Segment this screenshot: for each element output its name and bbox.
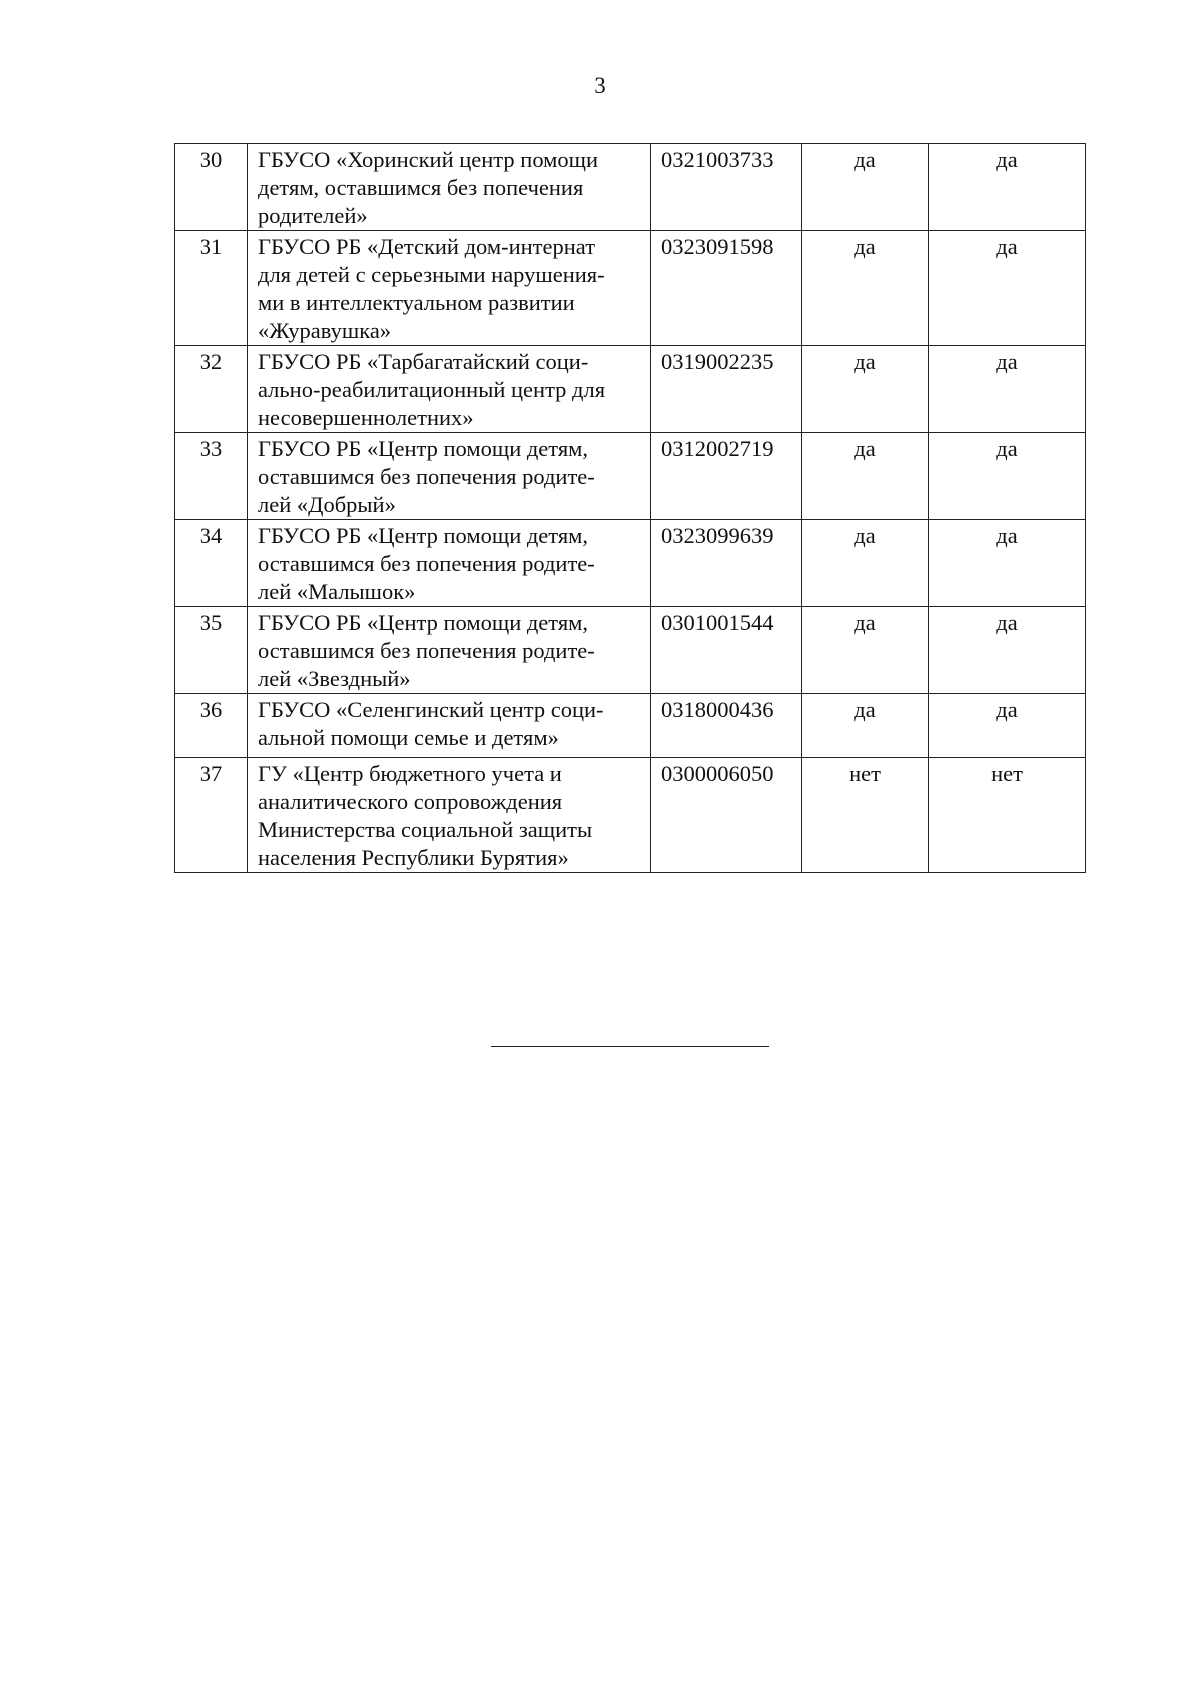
flag-column-b: да [929,433,1086,520]
institution-name [248,231,651,346]
institution-name-line: оставшимся без попечения родите- [258,464,595,489]
row-number: 31 [175,231,248,346]
flag-column-b: да [929,607,1086,694]
institution-name-line: Министерства социальной защиты [258,817,593,842]
institution-name [248,758,651,873]
institution-name-line: для детей с серьезными нарушения- [258,262,605,287]
institution-name-line: несовершеннолетних» [258,405,474,430]
institution-name [248,144,651,231]
institution-name-line: ГБУСО РБ «Центр помощи детям, [258,523,589,548]
flag-column-a: да [802,520,929,607]
flag-column-b: да [929,231,1086,346]
institution-name-line: лей «Звездный» [258,666,411,691]
institution-name-line: ГУ «Центр бюджетного учета и [258,761,562,786]
institution-name-line: ГБУСО РБ «Центр помощи детям, [258,610,589,635]
institution-name-line: ГБУСО «Селенгинский центр соци- [258,697,604,722]
row-number: 36 [175,694,248,758]
institution-name-line: оставшимся без попечения родите- [258,638,595,663]
row-number: 35 [175,607,248,694]
inn-code: 0318000436 [651,694,802,758]
inn-code: 0312002719 [651,433,802,520]
inn-code: 0323099639 [651,520,802,607]
institution-name-line: родителей» [258,203,368,228]
flag-column-b: да [929,346,1086,433]
institutions-table [174,143,1086,873]
institution-name-line: альной помощи семье и детям» [258,725,559,750]
institution-name-line: «Журавушка» [258,318,392,343]
institution-name-line: детям, оставшимся без попечения [258,175,584,200]
flag-column-a: да [802,346,929,433]
institution-name [248,694,651,758]
page-number: 3 [594,73,606,98]
flag-column-b: да [929,694,1086,758]
flag-column-a: да [802,694,929,758]
institution-name-line: ГБУСО РБ «Детский дом-интернат [258,234,596,259]
institution-name-line: ГБУСО «Хоринский центр помощи [258,147,599,172]
institution-name-line: ально-реабилитационный центр для [258,377,606,402]
institution-name-line: оставшимся без попечения родите- [258,551,595,576]
row-number: 33 [175,433,248,520]
institution-name [248,607,651,694]
institution-name-line: ГБУСО РБ «Центр помощи детям, [258,436,589,461]
row-number: 32 [175,346,248,433]
inn-code: 0300006050 [651,758,802,873]
table-row [175,346,1086,433]
inn-code: 0321003733 [651,144,802,231]
flag-column-a: да [802,433,929,520]
row-number: 34 [175,520,248,607]
table-row [175,144,1086,231]
flag-column-b: да [929,144,1086,231]
flag-column-b: да [929,520,1086,607]
inn-code: 0301001544 [651,607,802,694]
institution-name-line: населения Республики Бурятия» [258,845,569,870]
institution-name [248,433,651,520]
flag-column-a: да [802,231,929,346]
institution-name-line: лей «Добрый» [258,492,396,517]
institution-name-line: ГБУСО РБ «Тарбагатайский соци- [258,349,589,374]
flag-column-b: нет [929,758,1086,873]
institutions-table-body [175,144,1086,873]
table-row [175,694,1086,758]
institution-name-line: аналитического сопровождения [258,789,563,814]
table-row [175,607,1086,694]
table-row [175,231,1086,346]
table-row [175,433,1086,520]
row-number: 30 [175,144,248,231]
end-separator-line [491,1046,769,1047]
table-row [175,758,1086,873]
table-row [175,520,1086,607]
institution-name [248,520,651,607]
inn-code: 0319002235 [651,346,802,433]
flag-column-a: да [802,144,929,231]
institution-name-line: лей «Малышок» [258,579,416,604]
institution-name-line: ми в интеллектуальном развитии [258,290,575,315]
flag-column-a: нет [802,758,929,873]
inn-code: 0323091598 [651,231,802,346]
row-number: 37 [175,758,248,873]
flag-column-a: да [802,607,929,694]
institution-name [248,346,651,433]
